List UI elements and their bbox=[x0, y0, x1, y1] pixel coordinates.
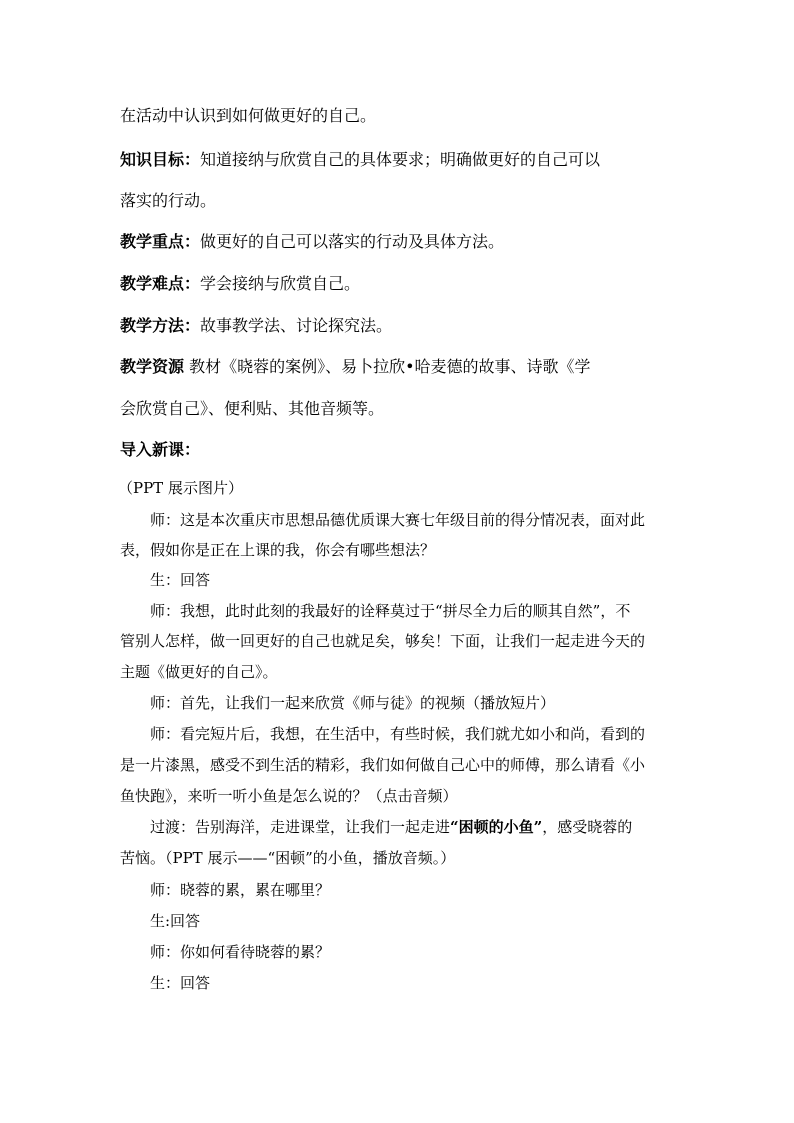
dialogue-text: 生：回答 bbox=[150, 571, 211, 589]
dialogue-text: ，感受晓蓉的 bbox=[542, 818, 633, 836]
knowledge-goal-line-1 bbox=[120, 152, 600, 168]
teaching-method-line bbox=[120, 318, 392, 334]
ppt-show-note bbox=[118, 481, 243, 496]
teaching-difficulty-line bbox=[120, 276, 360, 292]
dialogue-line-transition bbox=[150, 820, 632, 835]
knowledge-goal-text: 知道接纳与欣赏自己的具体要求；明确做更好的自己可以 bbox=[200, 150, 601, 169]
teaching-resources-line-2 bbox=[120, 401, 384, 417]
dialogue-line bbox=[150, 976, 210, 991]
intro-heading bbox=[120, 442, 200, 458]
dialogue-text: 是一片漆黑，感受不到生活的精彩，我们如何做自己心中的师傅，那么请看《小 bbox=[120, 756, 646, 774]
dialogue-text: 管别人怎样，做一回更好的自己也就足矣，够矣！下面，让我们一起走进今天的 bbox=[120, 632, 646, 650]
dialogue-line bbox=[120, 543, 435, 558]
dialogue-text: 生:回答 bbox=[150, 912, 201, 930]
teaching-focus-line bbox=[120, 234, 504, 250]
highlight-title: “困顿的小鱼” bbox=[450, 818, 543, 836]
dialogue-text: 表，假如你是正在上课的我，你会有哪些想法？ bbox=[120, 541, 436, 559]
dialogue-text: 鱼快跑》，来听一听小鱼是怎么说的？（点击音频） bbox=[120, 787, 458, 805]
dialogue-text: 师：这是本次重庆市思想品德优质课大赛七年级目前的得分情况表，面对此 bbox=[150, 511, 646, 529]
teaching-resources-label: 教学资源 bbox=[120, 357, 185, 376]
dialogue-text: 师：首先，让我们一起来欣赏《师与徒》的视频（播放短片） bbox=[150, 694, 556, 712]
dialogue-line bbox=[150, 604, 630, 619]
dialogue-text: 主题《做更好的自己》。 bbox=[120, 663, 278, 681]
teaching-resources-text: 教材《晓蓉的案例》、易卜拉欣•哈麦德的故事、诗歌《学 bbox=[184, 357, 591, 376]
dialogue-line bbox=[120, 634, 645, 649]
teaching-resources-line-1 bbox=[120, 359, 591, 375]
dialogue-line bbox=[150, 513, 645, 528]
knowledge-goal-text-cont: 落实的行动。 bbox=[120, 191, 217, 210]
dialogue-line bbox=[150, 727, 645, 742]
teaching-focus-text: 做更好的自己可以落实的行动及具体方法。 bbox=[200, 232, 505, 251]
dialogue-text: 苦恼。（PPT 展示——“困顿”的小鱼，播放音频。） bbox=[120, 849, 456, 867]
dialogue-text: 师：你如何看待晓蓉的累？ bbox=[150, 943, 331, 961]
dialogue-line bbox=[150, 914, 200, 929]
teaching-method-label: 教学方法： bbox=[120, 316, 201, 335]
paragraph-goal-continuation bbox=[120, 108, 376, 124]
dialogue-line bbox=[120, 789, 458, 804]
dialogue-text: 师：晓蓉的累，累在哪里？ bbox=[150, 881, 331, 899]
knowledge-goal-line-2 bbox=[120, 193, 216, 209]
teaching-difficulty-text: 学会接纳与欣赏自己。 bbox=[200, 274, 361, 293]
dialogue-text: 生：回答 bbox=[150, 974, 211, 992]
teaching-difficulty-label: 教学难点： bbox=[120, 274, 201, 293]
dialogue-text: 师：看完短片后，我想，在生活中，有些时候，我们就尤如小和尚，看到的 bbox=[150, 725, 646, 743]
dialogue-line bbox=[150, 945, 330, 960]
dialogue-line bbox=[120, 665, 278, 680]
intro-label: 导入新课： bbox=[120, 440, 201, 459]
dialogue-line bbox=[120, 758, 645, 773]
knowledge-goal-label: 知识目标： bbox=[120, 150, 201, 169]
ppt-show-text: （PPT 展示图片） bbox=[118, 479, 243, 497]
teaching-resources-text-cont: 会欣赏自己》、便利贴、其他音频等。 bbox=[120, 399, 385, 418]
dialogue-line bbox=[120, 851, 455, 866]
paragraph-text: 在活动中认识到如何做更好的自己。 bbox=[120, 106, 377, 125]
dialogue-text: 师：我想，此时此刻的我最好的诠释莫过于“拼尽全力后的顺其自然”，不 bbox=[150, 602, 631, 620]
dialogue-line bbox=[150, 883, 330, 898]
teaching-method-text: 故事教学法、讨论探究法。 bbox=[200, 316, 393, 335]
dialogue-text: 过渡：告别海洋，走进课堂，让我们一起走进 bbox=[150, 818, 451, 836]
teaching-focus-label: 教学重点： bbox=[120, 232, 201, 251]
dialogue-line bbox=[150, 573, 210, 588]
dialogue-line bbox=[150, 696, 555, 711]
